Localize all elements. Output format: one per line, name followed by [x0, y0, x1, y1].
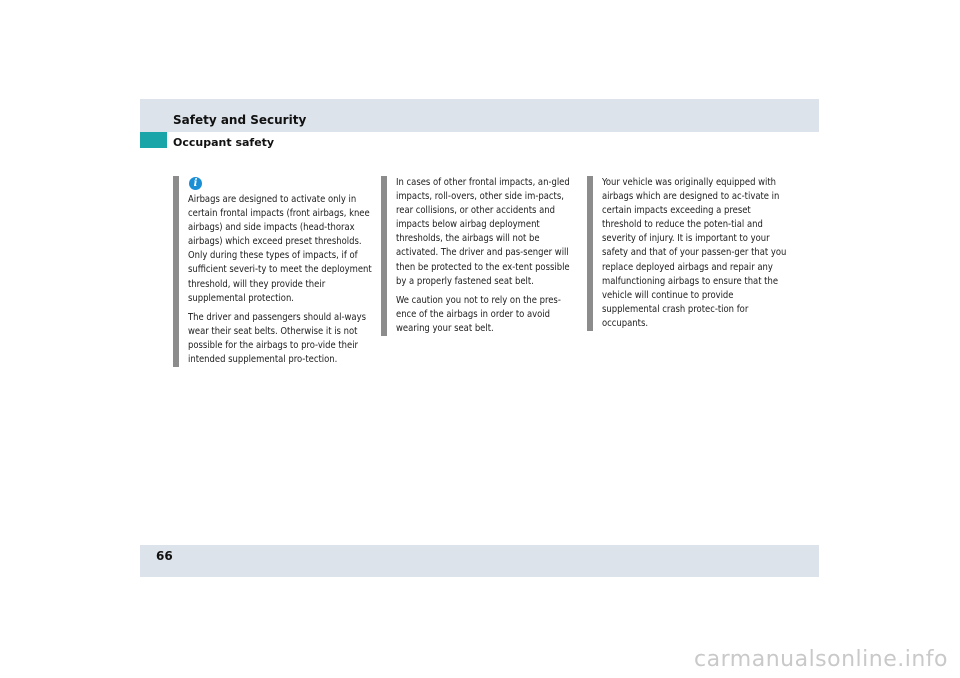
section-title: Safety and Security: [173, 113, 307, 127]
watermark: carmanualsonline.info: [694, 647, 948, 672]
text-column-middle: [381, 176, 581, 336]
footer-band: [140, 545, 819, 577]
paragraph: We caution you not to rely on the pres-ence of the airbags in order to avoid wearing your seat belt.: [396, 294, 561, 334]
sub-title: Occupant safety: [173, 136, 275, 149]
page-number: 66: [156, 549, 173, 563]
info-icon: i: [189, 177, 202, 190]
accent-square: [140, 132, 167, 148]
paragraph: Airbags are designed to activate only in certain frontal impacts (front airbags, knee airbags) and side impacts (head-thorax airbags) which exceed preset thresholds. Only during these types of impacts, if of sufficient severi-ty to meet the deployment threshold, will they provide their supplemental protection.: [188, 194, 372, 304]
text-column-right: [587, 176, 792, 331]
paragraph: The driver and passengers should al-ways wear their seat belts. Otherwise it is not possible for the airbags to pro-vide their intended supplemental pro-tection.: [188, 311, 366, 366]
paragraph: Your vehicle was originally equipped with airbags which are designed to ac-tivate in certain impacts exceeding a preset threshold to reduce the poten-tial and severity of injury. It is important to your safety and that of your passen-ger that you replace deployed airbags and repair any malfunctioning airbags to ensure that the vehicle will continue to provide supplemental crash protec-tion for occupants.: [602, 177, 787, 329]
info-note-column: [173, 176, 373, 367]
paragraph: In cases of other frontal impacts, an-gled impacts, roll-overs, other side im-pacts, rear collisions, or other accidents and impacts below airbag deployment thresholds, the airbags will not be activated. The driver and pas-senger will then be protected to the ex-tent possible by a properly fastened seat belt.: [396, 177, 570, 287]
